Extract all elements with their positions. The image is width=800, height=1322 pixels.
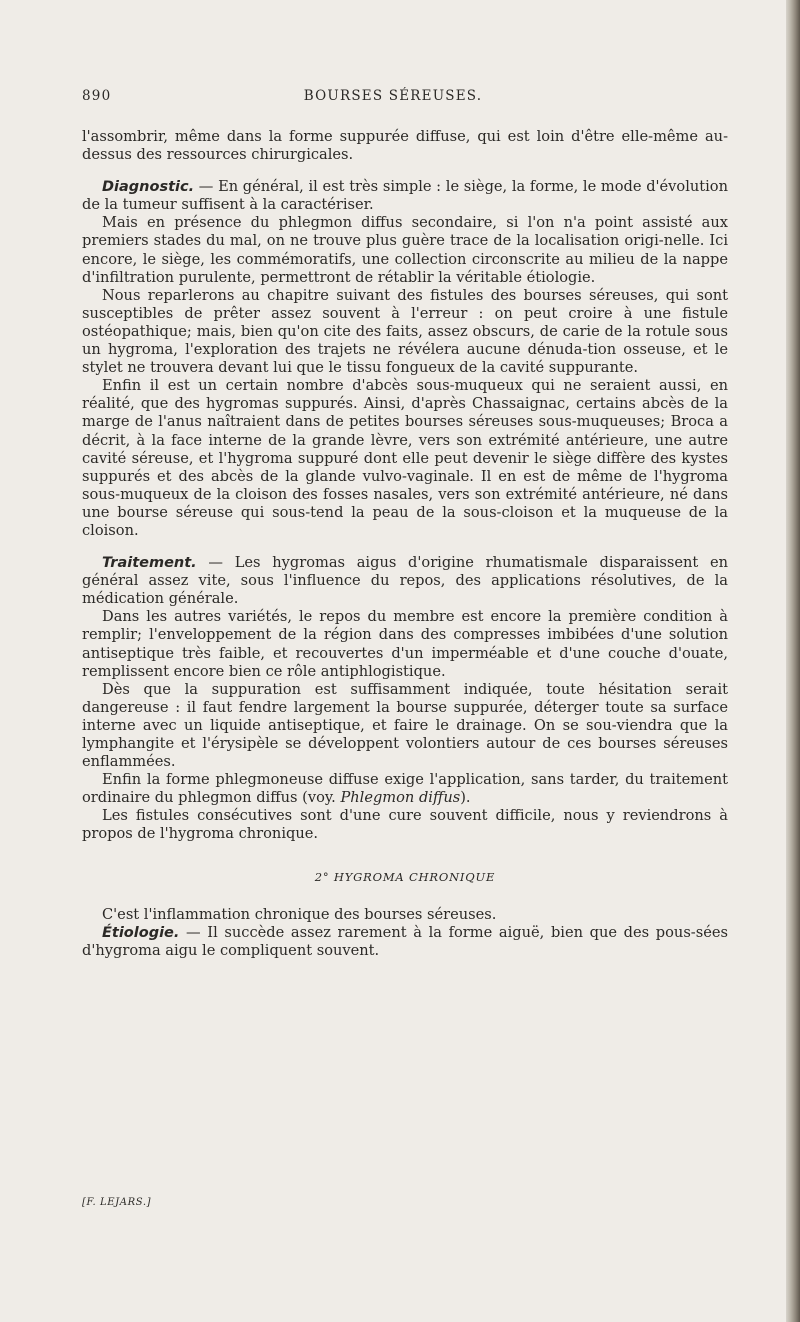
paragraph: Nous reparlerons au chapitre suivant des fistules des bourses séreuses, qui sont susceptibles de prêter assez souvent à l'erreur : on peut croire à une fistule ostéopathique; mais, bien qu'on cite des faits, assez obscurs, de carie de la rotule sous un hygroma, l'exploration des trajets ne révélera aucune dénuda-tion osseuse, et le stylet ne trouvera devant lui que le tissu fongueux de la cavité suppurante. (82, 286, 728, 377)
section-title: 2° HYGROMA CHRONIQUE (314, 869, 496, 884)
paragraph: Les fistules consécutives sont d'une cure souvent difficile, nous y reviendrons à propos de l'hygroma chronique. (82, 807, 728, 843)
paragraph-etiologie (82, 924, 728, 960)
paragraph: Enfin il est un certain nombre d'abcès sous-muqueux qui ne seraient aussi, en réalité, que des hygromas suppurés. Ainsi, d'après Chassaignac, certains abcès de la marge de l'anus naîtraient dans de petites bourses séreuses sous-muqueuses; Broca a décrit, à la face interne de la grande lèvre, vers son extrémité antérieure, une autre cavité séreuse, et l'hygroma suppuré dont elle peut devenir le siège diffère des kystes suppurés et des abcès de la glande vulvo-vaginale. Il en est de même de l'hygroma sous-muqueux de la cloison des fosses nasales, vers son extrémité antérieure, né dans une bourse séreuse qui sous-tend la peau de la sous-cloison et la muqueuse de la cloison. (82, 377, 728, 539)
paragraph-text: ). (460, 789, 471, 807)
paragraph-text: Enfin la forme phlegmoneuse diffuse exige l'application, sans tarder, du traitement ordinaire du phlegmon diffus (voy. (82, 771, 728, 807)
page-number: 890 (82, 88, 112, 104)
running-title: BOURSES SÉREUSES. (303, 88, 483, 104)
paragraph-text: — Il succède assez rarement à la forme aiguë, bien que des pous-sées d'hygroma aigu le compliquent souvent. (82, 923, 728, 959)
paragraph: l'assombrir, même dans la forme suppurée diffuse, qui est loin d'être elle-même au-dessus des ressources chirurgicales. (82, 128, 728, 164)
run-in-heading-diagnostic: Diagnostic. (102, 179, 195, 196)
author-signature: [F. LEJARS.] (82, 1197, 152, 1208)
paragraph-text: — En général, il est très simple : le siège, la forme, le mode d'évolution de la tumeur suffisent à la caractériser. (82, 178, 728, 214)
paragraph: C'est l'inflammation chronique des bourses séreuses. (102, 905, 497, 923)
run-in-heading-etiologie: Étiologie. (102, 924, 180, 941)
paragraph: Dans les autres variétés, le repos du membre est encore la première condition à remplir; l'enveloppement de la région dans des compresses imbibées d'une solution antiseptique très faible, et recouvertes d'un imperméable et d'une couche d'ouate, remplissent encore bien ce rôle antiphlogistique. (82, 608, 728, 680)
paragraph (82, 771, 728, 807)
cross-reference: Phlegmon diffus (340, 789, 461, 807)
page-body (82, 128, 728, 960)
page-edge-shadow (786, 0, 800, 1322)
run-in-heading-traitement: Traitement. (102, 555, 197, 572)
paragraph-diagnostic (82, 178, 728, 214)
page-header (0, 88, 786, 108)
paragraph-traitement (82, 554, 728, 608)
paragraph-text: — Les hygromas aigus d'origine rhumatismale disparaissent en général assez vite, sous l'influence du repos, des applications résolutives, de la médication générale. (82, 554, 728, 608)
paragraph: Mais en présence du phlegmon diffus secondaire, si l'on n'a point assisté aux premiers stades du mal, on ne trouve plus guère trace de la localisation origi-nelle. Ici encore, le siège, les commémoratifs, une collection circonscrite au milieu de la nappe d'infiltration purulente, permettront de rétablir la véritable étiologie. (82, 214, 728, 286)
paragraph: Dès que la suppuration est suffisamment indiquée, toute hésitation serait dangereuse : il faut fendre largement la bourse suppurée, déterger toute sa surface interne avec un liquide antiseptique, et faire le drainage. On se sou-viendra que la lymphangite et l'érysipèle se développent volontiers autour de ces bourses séreuses enflammées. (82, 680, 728, 771)
